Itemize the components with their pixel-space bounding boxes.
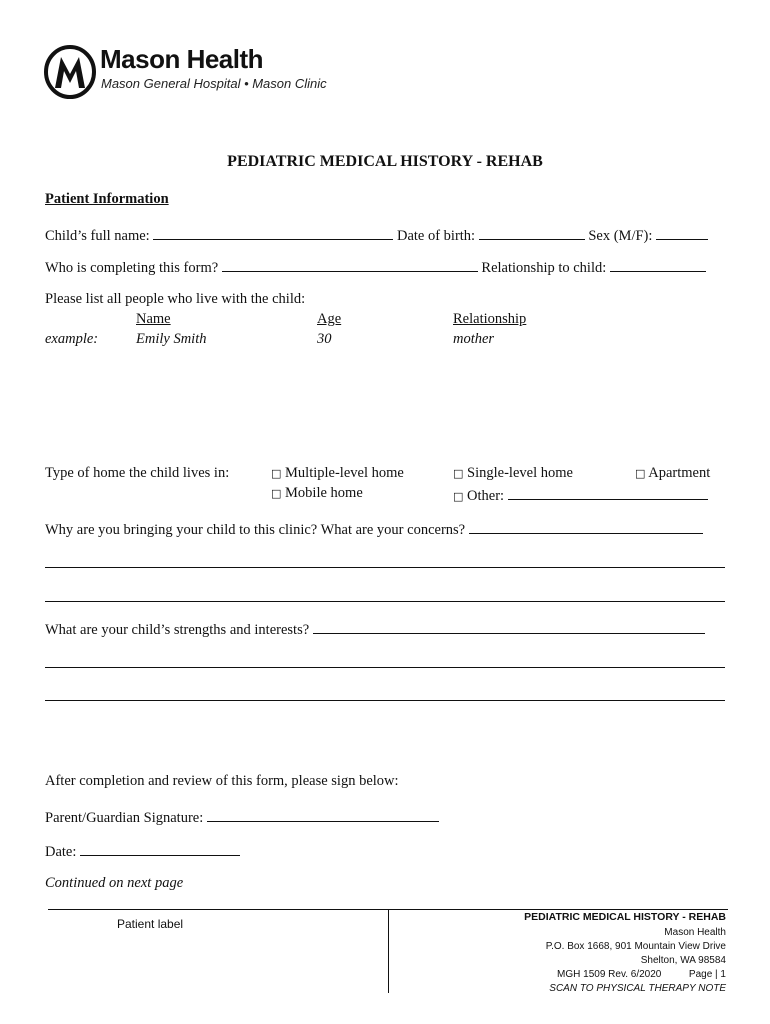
home-type-label: Type of home the child lives in: (45, 465, 230, 481)
footer-code-page (557, 969, 726, 980)
household-col-age: Age (317, 311, 342, 327)
completing-label: Who is completing this form? (45, 260, 219, 276)
concerns-question: Why are you bringing your child to this clinic? What are your concerns? (45, 522, 466, 538)
mason-m-logo-icon (44, 44, 98, 100)
completing-field[interactable] (222, 257, 478, 272)
completing-row (45, 257, 706, 277)
household-prompt: Please list all people who live with the child: (45, 291, 306, 307)
household-col-name: Name (136, 311, 171, 327)
sex-label: Sex (M/F): (588, 228, 653, 244)
footer-form-title: PEDIATRIC MEDICAL HISTORY - REHAB (524, 911, 726, 923)
footer-page-number: Page | 1 (688, 969, 726, 980)
signature-label: Parent/Guardian Signature: (45, 810, 204, 826)
date-row (45, 841, 240, 861)
signature-field[interactable] (207, 807, 439, 822)
option-other[interactable] (453, 485, 708, 505)
option-multiple-level-home[interactable] (271, 465, 404, 482)
checkbox-icon[interactable]: □ (271, 467, 282, 480)
option-label: Multiple-level home (285, 465, 404, 481)
footer-vertical-divider (388, 909, 389, 993)
footer-org: Mason Health (664, 927, 726, 938)
signature-row (45, 807, 439, 827)
dob-label: Date of birth: (396, 228, 476, 244)
strengths-field[interactable] (313, 619, 705, 634)
concerns-field[interactable] (469, 519, 703, 534)
checkbox-icon[interactable]: □ (453, 467, 464, 480)
date-field[interactable] (80, 841, 240, 856)
other-home-field[interactable] (508, 485, 708, 500)
example-age: 30 (317, 331, 332, 347)
relationship-field[interactable] (610, 257, 706, 272)
strengths-answer-line[interactable] (45, 667, 725, 668)
household-entry-area[interactable] (136, 352, 726, 452)
mason-health-logo (44, 44, 344, 100)
footer-form-code: MGH 1509 Rev. 6/2020 (557, 969, 662, 980)
dob-field[interactable] (479, 225, 585, 240)
option-label: Mobile home (285, 485, 363, 501)
footer-city: Shelton, WA 98584 (640, 955, 726, 966)
option-apartment[interactable] (635, 465, 710, 482)
date-label: Date: (45, 844, 77, 860)
checkbox-icon[interactable]: □ (453, 490, 464, 503)
section-heading-patient-info: Patient Information (45, 191, 169, 207)
example-label: example: (45, 331, 99, 347)
strengths-question: What are your child’s strengths and interests? (45, 622, 310, 638)
option-label: Other: (467, 488, 505, 504)
patient-label-box: Patient label (117, 917, 184, 931)
concerns-answer-line[interactable] (45, 601, 725, 602)
child-name-label: Child’s full name: (45, 228, 150, 244)
concerns-answer-line[interactable] (45, 567, 725, 568)
example-name: Emily Smith (136, 331, 207, 347)
option-mobile-home[interactable] (271, 485, 363, 502)
footer-scan-note: SCAN TO PHYSICAL THERAPY NOTE (549, 983, 726, 994)
form-title: PEDIATRIC MEDICAL HISTORY - REHAB (227, 153, 543, 170)
strengths-answer-line[interactable] (45, 700, 725, 701)
child-name-field[interactable] (153, 225, 393, 240)
relationship-label: Relationship to child: (481, 260, 607, 276)
checkbox-icon[interactable]: □ (271, 487, 282, 500)
household-col-relationship: Relationship (453, 311, 527, 327)
continued-note: Continued on next page (45, 875, 184, 891)
strengths-row (45, 619, 705, 639)
child-name-row (45, 225, 708, 245)
brand-subtitle: Mason General Hospital • Mason Clinic (101, 76, 327, 91)
concerns-row (45, 519, 703, 539)
checkbox-icon[interactable]: □ (635, 467, 646, 480)
option-label: Single-level home (467, 465, 573, 481)
signature-instructions: After completion and review of this form, please sign below: (45, 773, 399, 789)
sex-field[interactable] (656, 225, 708, 240)
brand-name: Mason Health (100, 44, 264, 74)
example-relationship: mother (453, 331, 495, 347)
footer-address: P.O. Box 1668, 901 Mountain View Drive (545, 941, 726, 952)
option-single-level-home[interactable] (453, 465, 573, 482)
option-label: Apartment (648, 465, 711, 481)
